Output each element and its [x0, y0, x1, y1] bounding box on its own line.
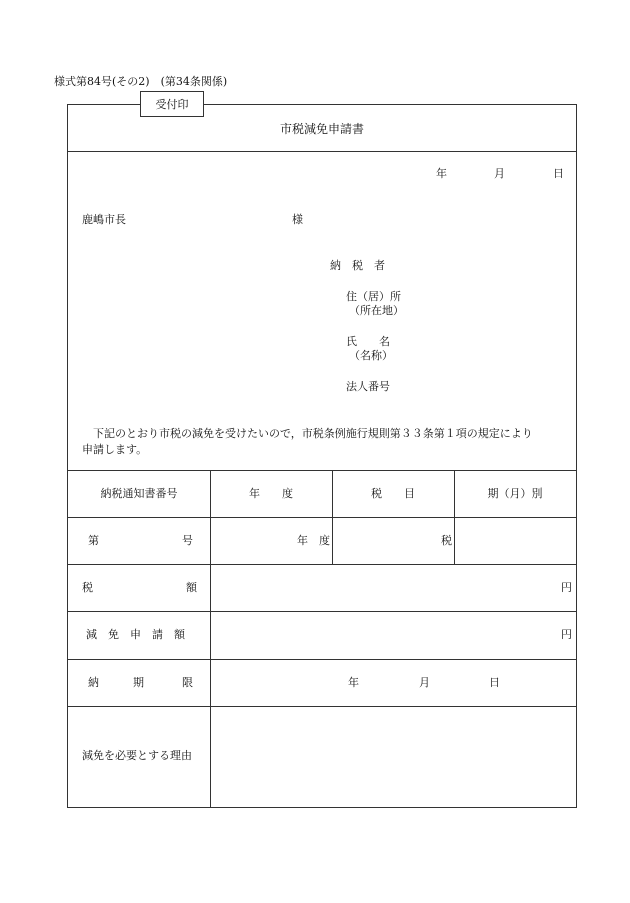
stamp-label: 受付印 [155, 98, 189, 111]
deadline-label-mid: 期 [133, 676, 144, 689]
application-statement [82, 426, 568, 458]
statement-line-1: 下記のとおり市税の減免を受けたいので，市税条例施行規則第３３条第１項の規定により [93, 427, 533, 440]
reduction-amount-unit: 円 [561, 628, 572, 641]
deadline-label-right: 限 [182, 676, 193, 689]
table-line-1 [67, 517, 577, 518]
reception-stamp-box [140, 91, 204, 117]
tax-amount-label-left: 税 [82, 581, 93, 594]
table-column-divider-3 [454, 470, 455, 564]
table-column-divider-2 [332, 470, 333, 564]
date-day-label: 日 [553, 167, 564, 180]
tax-amount-unit: 円 [561, 581, 572, 594]
table-label-column-divider [210, 470, 211, 808]
address-sub-label: （所在地） [349, 304, 404, 317]
header-tax-item: 税 目 [371, 487, 415, 500]
deadline-month-label: 月 [419, 676, 430, 689]
name-label: 氏 名 [346, 335, 390, 348]
tax-item-suffix: 税 [441, 534, 452, 547]
reduction-amount-label: 減 免 申 請 額 [86, 628, 185, 641]
date-month-label: 月 [494, 167, 505, 180]
reason-label: 減免を必要とする理由 [82, 749, 192, 762]
header-notice-number: 納税通知書番号 [100, 487, 178, 500]
table-line-2 [67, 564, 577, 565]
address-label: 住（居）所 [346, 290, 401, 303]
deadline-day-label: 日 [489, 676, 500, 689]
deadline-label-left: 納 [88, 676, 99, 689]
fiscal-year-suffix: 年 度 [297, 534, 330, 547]
header-fiscal-year: 年 度 [249, 487, 293, 500]
tax-amount-label-right: 額 [186, 581, 197, 594]
table-top-line [67, 470, 577, 471]
table-line-5 [67, 706, 577, 707]
deadline-year-label: 年 [348, 676, 359, 689]
taxpayer-heading: 納 税 者 [330, 259, 385, 272]
corporate-number-label: 法人番号 [346, 380, 390, 393]
number-prefix: 第 [88, 534, 99, 547]
addressee-honorific: 様 [292, 213, 303, 226]
number-suffix: 号 [182, 534, 193, 547]
statement-line-2: 申請します。 [82, 443, 148, 456]
addressee-name: 鹿嶋市長 [82, 213, 126, 226]
form-number: 様式第84号(その2) (第34条関係) [54, 75, 228, 88]
header-period: 期（月）別 [487, 487, 543, 500]
name-sub-label: （名称） [349, 349, 393, 362]
table-line-3 [67, 611, 577, 612]
table-line-4 [67, 659, 577, 660]
date-year-label: 年 [436, 167, 447, 180]
form-title: 市税減免申請書 [279, 122, 365, 136]
title-divider [67, 151, 577, 152]
